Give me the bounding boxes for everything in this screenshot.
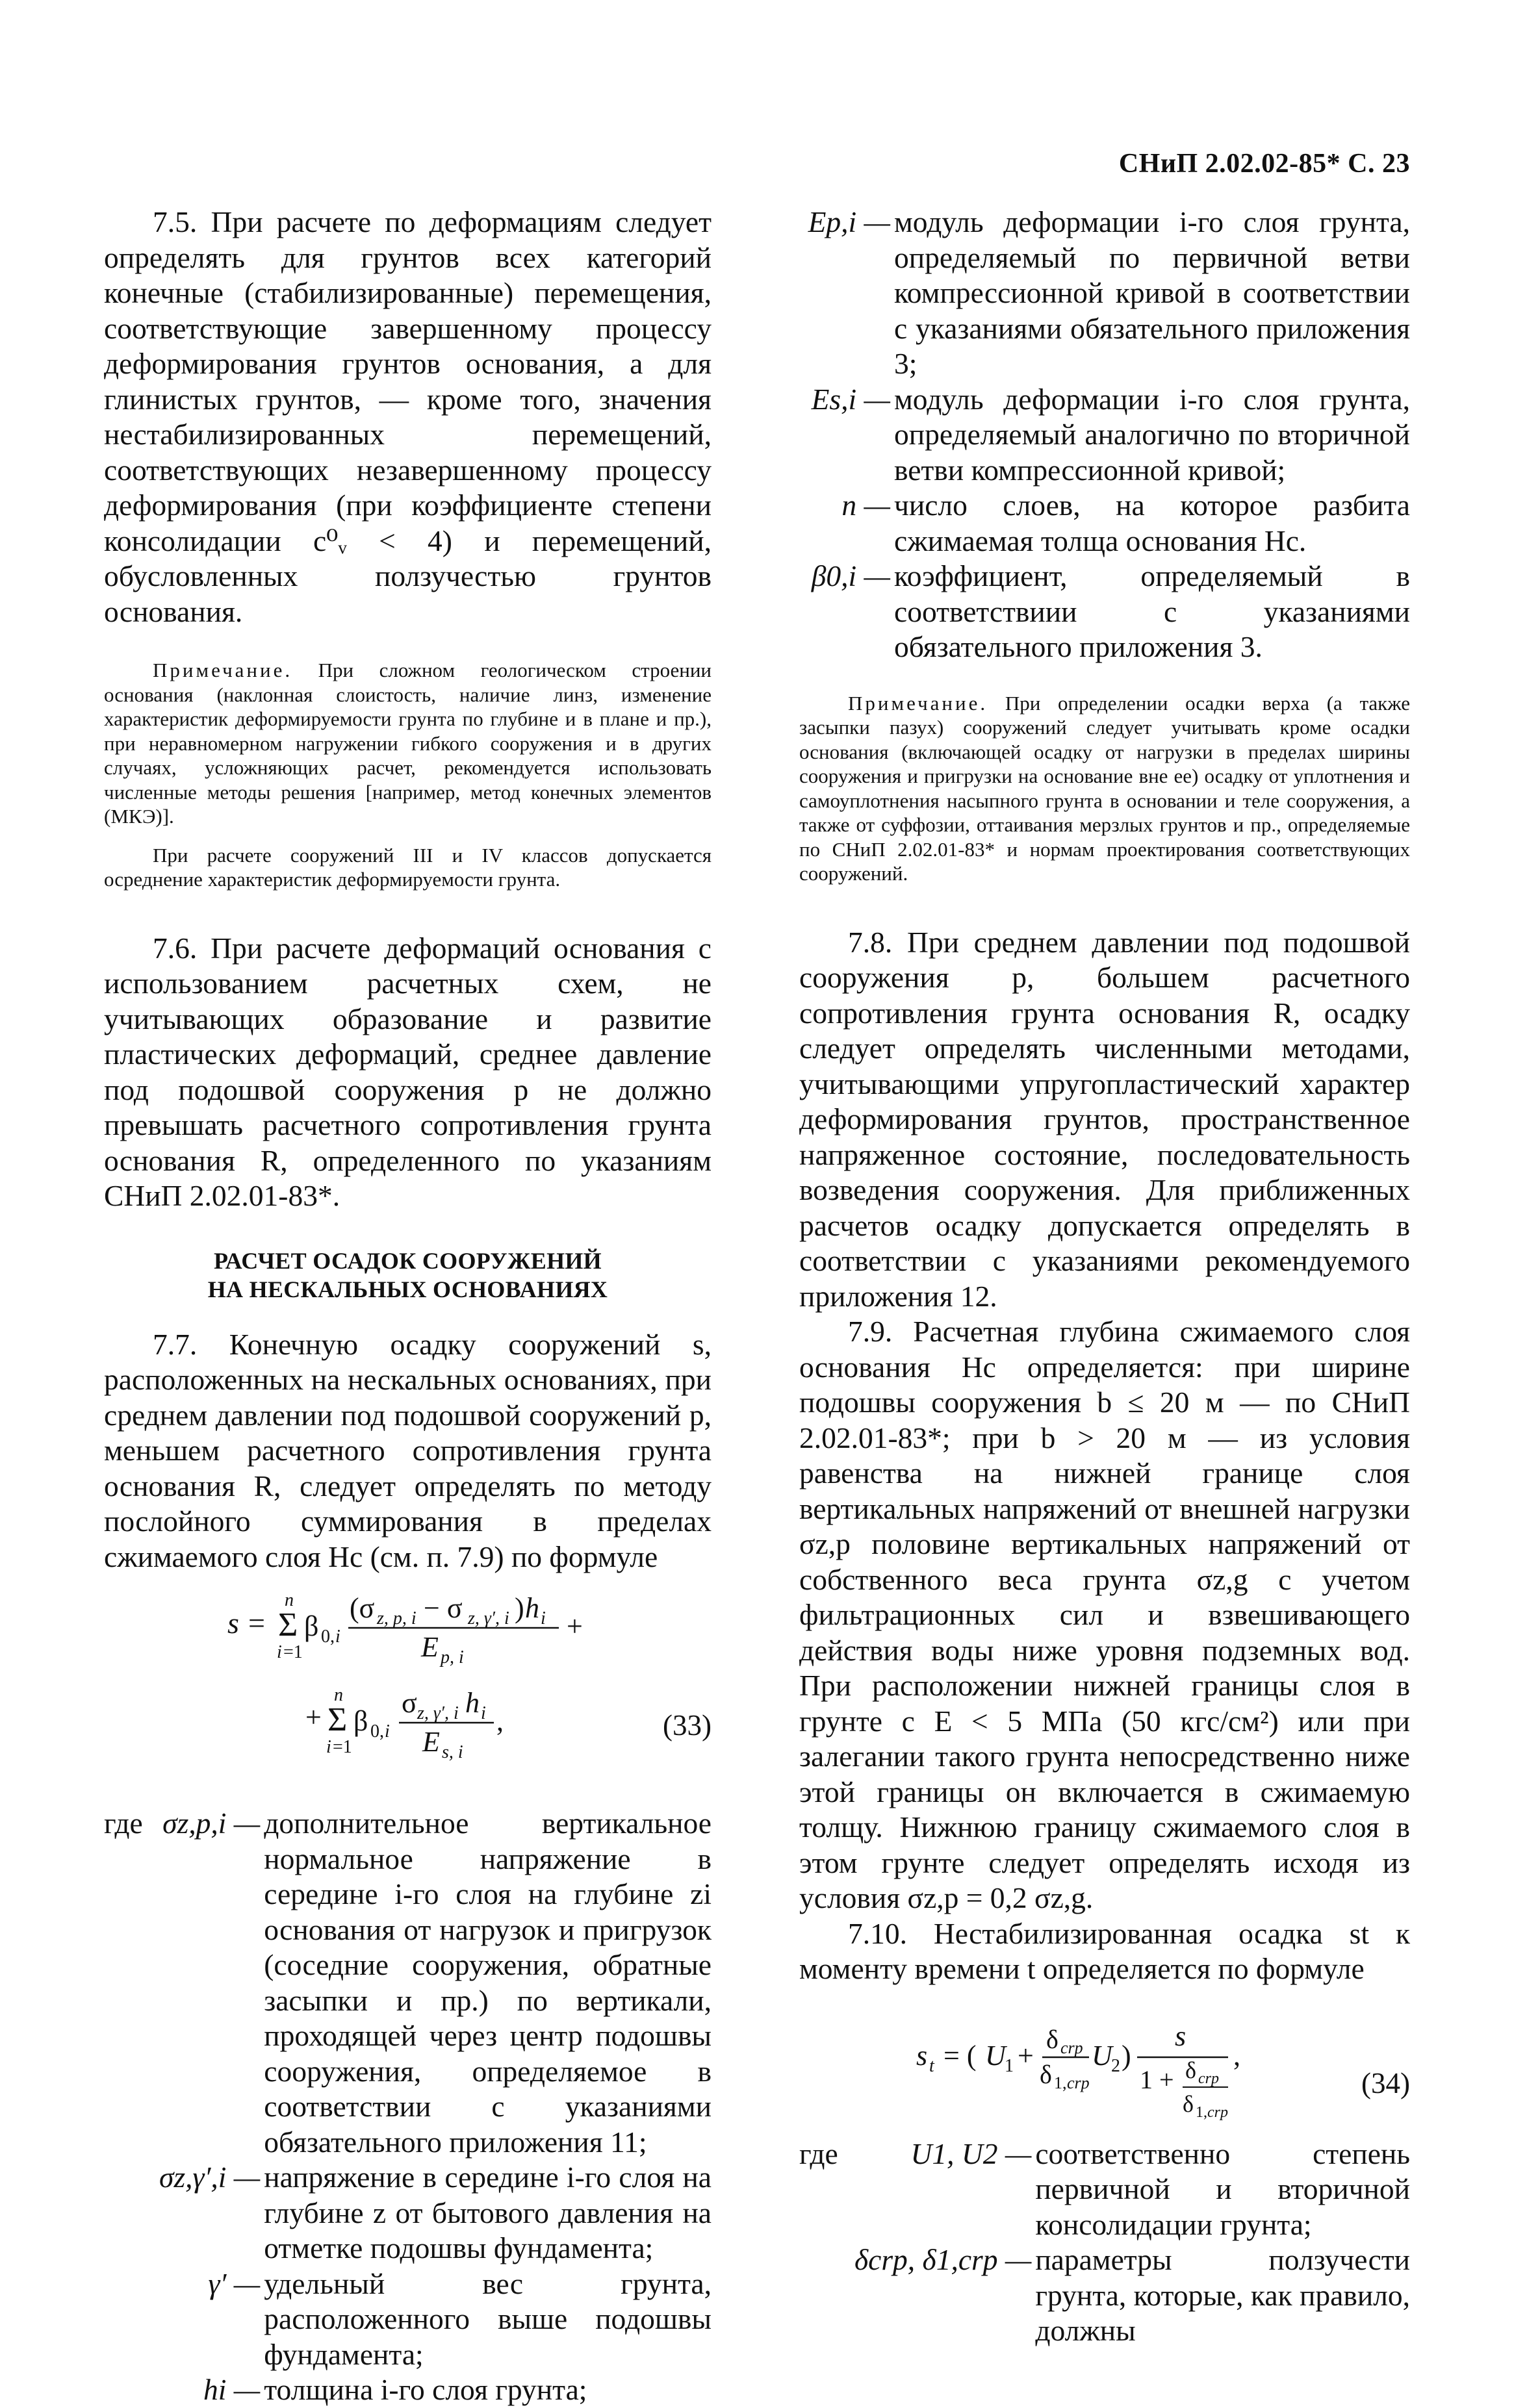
svg-text:s: s [1175,2020,1187,2052]
svg-text:=1: =1 [333,1737,352,1757]
definition-text: удельный вес грунта, расположенного выше подошвы фундамента; [264,2266,712,2371]
definition-symbol: n — [841,488,890,522]
svg-text:h: h [465,1687,480,1719]
definition-row [799,205,1410,382]
svg-text:s: s [916,2039,928,2072]
definition-text: соответственно степень первичной и вторичной консолидации грунта; [1035,2136,1410,2241]
svg-text:E: E [421,1631,439,1663]
svg-text:crp: crp [1067,2073,1090,2092]
formula-34 [799,2003,1410,2126]
definition-symbol: σz,p,i — [162,1806,261,1840]
svg-text:Σ: Σ [278,1606,298,1643]
definition-row [104,1806,712,2160]
svg-text:2: 2 [1111,2055,1120,2076]
svg-text:z, p, i: z, p, i [377,1608,417,1629]
definition-row [799,488,1410,559]
svg-text:crp: crp [1198,2070,1219,2087]
paragraph-7-5: 7.5. При расчете по деформациям следует определять для грунтов всех категорий конечные (стабилизированные) перемещения, соответствующие завершенному процессу деформирования грунтов основания, а для глинистых грунтов, — кроме того, значения нестабилизированных перемещений, соответствующих незавершенному процессу деформирования (при коэффициенте степени консолидации c⁰ᵥ < 4) и перемещений, обусловленных ползучестью грунтов основания. [104,205,712,628]
definition-symbol: γ′ — [208,2266,261,2300]
definition-row [104,2372,712,2408]
svg-text:): ) [1122,2039,1131,2072]
definition-symbol: U1, U2 — [910,2136,1032,2170]
svg-text:δ: δ [1183,2090,1194,2117]
definition-symbol: Es,i — [811,382,890,416]
paragraph-7-6: 7.6. При расчете деформаций основания с использованием расчетных схем, не учитывающих образование и развитие пластических деформаций, среднее давление под подошвой сооружения p не должно превышать расчетного сопротивления грунта основания R, определенного по указаниям СНиП 2.02.01-83*. [104,931,712,1212]
svg-text:z, γ′, i: z, γ′, i [417,1703,459,1723]
right-column [799,205,1410,2349]
svg-text:(σ: (σ [350,1592,375,1624]
definition-symbol: hi — [203,2373,261,2406]
gde-label: где [799,2136,838,2170]
definition-row [799,559,1410,665]
definition-text: толщина i-го слоя грунта; [264,2373,587,2406]
svg-text:i: i [335,1627,340,1647]
equation-number-34: (34) [1361,2066,1410,2099]
definition-row [799,2136,1410,2243]
definition-text: коэффициент, определяемый в соответствиии с указаниями обязательного приложения 3. [894,559,1410,663]
note-label: Примечание. [153,659,293,681]
note-1 [104,658,712,829]
svg-text:β: β [353,1705,368,1737]
svg-text:i: i [385,1721,390,1742]
equation-number-33: (33) [663,1709,712,1742]
svg-text:1,: 1, [1054,2073,1067,2092]
svg-text:,: , [1233,2039,1240,2072]
section-title [104,1247,712,1304]
definitions-right-2 [799,2136,1410,2349]
definition-symbol: Ep,i — [808,205,890,238]
svg-text:0,: 0, [370,1721,384,1742]
definition-row [799,382,1410,488]
note-1-continued: При расчете сооружений III и IV классов допускается осреднение характеристик деформируемости грунта. [104,843,712,891]
definition-symbol: δcrp, δ1,crp — [854,2243,1032,2276]
svg-text:z, γ′, i: z, γ′, i [468,1608,509,1629]
section-title-line-2: НА НЕСКАЛЬНЫХ ОСНОВАНИЯХ [207,1276,608,1302]
svg-text:n: n [285,1590,294,1610]
svg-text:− σ: − σ [424,1592,463,1624]
svg-text:p, i: p, i [441,1647,464,1667]
svg-text:=1: =1 [283,1642,303,1662]
svg-text:1,: 1, [1196,2103,1207,2121]
svg-text:): ) [515,1592,524,1624]
svg-text:U: U [1092,2039,1112,2072]
definition-text: параметры ползучести грунта, которые, как правило, должны [1035,2243,1410,2347]
svg-text:i: i [541,1608,546,1629]
svg-text:= (: = ( [943,2039,977,2072]
paragraph-7-8: 7.8. При среднем давлении под подошвой сооружения p, большем расчетного сопротивления грунта основания R, осадку следует определять численными методами, учитывающими упругопластический характер деформирования грунтов, пространственное напряженное состояние, последовательность возведения сооружения. Для приближенных расчетов осадку допускается определять в соответствии с указаниями рекомендуемого приложения 12. [799,925,1410,1313]
definition-text: модуль деформации i-го слоя грунта, определяемый по первичной ветви компрессионной кривой в соответствии с указаниями обязательного приложения 3; [894,205,1410,380]
definition-symbol: β0,i — [811,559,890,592]
svg-text:s: s [227,1606,239,1640]
svg-text:δ: δ [1046,2024,1059,2054]
svg-text:+: + [1018,2039,1034,2072]
note-label: Примечание. [848,691,988,715]
svg-text:,: , [496,1705,504,1737]
svg-text:β: β [304,1610,319,1642]
note-2 [799,691,1410,886]
svg-text:i: i [481,1703,486,1723]
svg-text:+: + [305,1701,322,1733]
paragraph-7-10: 7.10. Нестабилизированная осадка st к моменту времени t определяется по формуле [799,1916,1410,1985]
svg-text:1: 1 [1005,2055,1014,2076]
svg-text:=: = [248,1606,265,1640]
svg-text:crp: crp [1207,2103,1228,2121]
svg-text:i: i [277,1642,282,1662]
formula-34-graphic [799,2003,1410,2126]
svg-text:crp: crp [1060,2038,1083,2057]
definition-symbol: σz,γ′,i — [159,2161,261,2194]
definitions-right [799,205,1410,665]
definition-text: дополнительное вертикальное нормальное напряжение в середине i-го слоя на глубине zi основания от нагрузок и пригрузок (соседние сооружения, обратные засыпки и пр.) по вертикали, проходящей через центр подошвы сооружения, определяемое в соответствии с указаниями обязательного приложения 11; [264,1806,712,2159]
svg-text:δ: δ [1040,2059,1052,2089]
paragraph-7-9: 7.9. Расчетная глубина сжимаемого слоя основания Hc определяется: при ширине подошвы сооружения b ≤ 20 м — по СНиП 2.02.01-83*; при b > 20 м — из условия равенства на нижней границе слоя вертикальных напряжений от внешней нагрузки σz,p половине вертикальных напряжений от собственного веса грунта σz,g с учетом фильтрационных сил и взвешивающего действия воды ниже уровня подземных вод. При расположении нижней границы слоя в грунте с E < 5 МПа (50 кгс/см²) или при залегании такого грунта непосредственно ниже этой границы он включается в сжимаемую толщу. Нижнюю границу сжимаемого слоя в этом грунте следует определять исходя из условия σz,p = 0,2 σz,g. [799,1315,1410,1914]
svg-text:Σ: Σ [327,1701,348,1738]
definition-text: число слоев, на которое разбита сжимаемая толща основания Hc. [894,488,1410,557]
formula-33 [104,1581,712,1795]
svg-text:s, i: s, i [442,1742,463,1762]
note-text: При определении осадки верха (а также засыпки пазух) сооружений следует учитывать кроме осадки основания (включающей осадку от нагрузки в пределах ширины сооружения и пригрузки на основание вне ее) осадку от уплотнения и самоуплотнения насыпного грунта в основании и теле сооружения, а также от суффозии, оттаивания мерзлых грунтов и пр., определяемые по СНиП 2.02.01-83* и нормам проектирования соответствующих сооружений. [799,691,1410,885]
formula-33-graphic [104,1581,712,1795]
svg-text:h: h [525,1592,539,1624]
definition-text: напряжение в середине i-го слоя на глубине z от бытового давления на отметке подошвы фундамента; [264,2161,712,2264]
svg-text:n: n [334,1685,343,1705]
definition-row [104,2160,712,2266]
definition-row [799,2242,1410,2349]
svg-text:0,: 0, [321,1627,335,1647]
svg-text:δ: δ [1185,2057,1196,2083]
svg-text:E: E [422,1726,440,1758]
left-column [104,205,712,2408]
svg-text:t: t [929,2055,934,2076]
paragraph-7-7: 7.7. Конечную осадку сооружений s, расположенных на нескальных основаниях, при среднем давлении под подошвой сооружений p, меньшем расчетного сопротивления грунта основания R, следует определять по методу послойного суммирования в пределах сжимаемого слоя Hc (см. п. 7.9) по формуле [104,1327,712,1573]
svg-text:+: + [567,1610,583,1642]
note-text: При сложном геологическом строении основания (наклонная слоистость, наличие линз, изменение характеристик деформируемости грунта по глубине и в плане и пр.), при неравномерном нагружении гибкого сооружения и в других случаях, усложняющих расчет, рекомендуется использовать численные методы решения [например, метод конечных элементов (МКЭ)]. [104,659,712,828]
svg-text:i: i [326,1737,331,1757]
gde-label: где [104,1806,143,1840]
svg-text:U: U [985,2039,1006,2072]
section-title-line-1: РАСЧЕТ ОСАДОК СООРУЖЕНИЙ [214,1247,602,1274]
definition-text: модуль деформации i-го слоя грунта, определяемый аналогично по вторичной ветви компрессионной кривой; [894,382,1410,487]
svg-text:1 +: 1 + [1140,2064,1174,2094]
definition-row [104,2266,712,2373]
definitions-left [104,1806,712,2408]
page-header: СНиП 2.02.02-85* С. 23 [1118,149,1410,179]
svg-text:σ: σ [402,1687,417,1719]
